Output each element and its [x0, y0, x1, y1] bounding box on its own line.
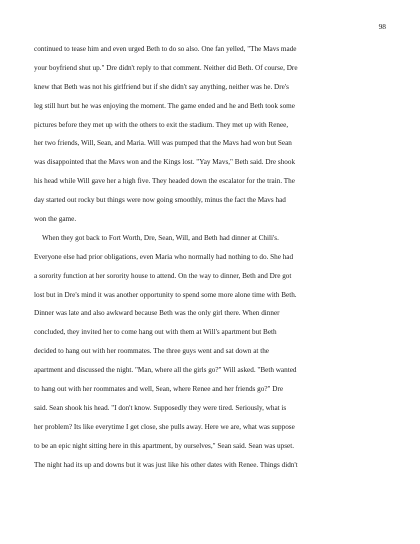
- text-line: to hang out with her roommates and well, Sean, where Renee and her friends go?" Dre: [34, 385, 284, 394]
- text-line: to be an epic night sitting here in this apartment, by ourselves," Sean said. Sean was upset.: [34, 441, 295, 450]
- text-line: apartment and discussed the night. "Man, where all the girls go?" Will asked. "Beth wanted: [34, 366, 297, 375]
- text-line: pictures before they met up with the others to exit the stadium. They met up with Renee,: [34, 120, 289, 129]
- text-line: a sorority function at her sorority house to attend. On the way to dinner, Beth and Dre got: [34, 271, 292, 280]
- text-line: her problem? Its like everytime I get close, she pulls away. Here we are, what was suppose: [34, 422, 295, 431]
- text-line: was disappointed that the Mavs won and the Kings lost. "Yay Mavs," Beth said. Dre shook: [34, 158, 296, 167]
- page-number: 98: [378, 22, 386, 31]
- text-line: your boyfriend shut up." Dre didn't reply to that comment. Neither did Beth. Of course, Dre: [34, 63, 298, 72]
- text-line: Dinner was late and also awkward because Beth was the only girl there. When dinner: [34, 309, 280, 318]
- text-line: day started out rocky but things were now going smoothly, minus the fact the Mavs had: [34, 196, 286, 205]
- text-line: concluded, they invited her to come hang out with them at Will's apartment but Beth: [34, 328, 277, 337]
- text-line: When they got back to Fort Worth, Dre, Sean, Will, and Beth had dinner at Chili's.: [42, 233, 279, 242]
- text-line: decided to hang out with her roommates. The three guys went and sat down at the: [34, 347, 269, 356]
- text-line: his head while Will gave her a high five. They headed down the escalator for the train. The: [34, 177, 295, 186]
- text-line: her two friends, Will, Sean, and Maria. Will was pumped that the Mavs had won but Sean: [34, 139, 292, 148]
- text-line: said. Sean shook his head. "I don't know. Supposedly they were tired. Seriously, what is: [34, 403, 287, 412]
- body-text: [34, 40, 389, 474]
- text-line: won the game.: [34, 215, 77, 224]
- text-line: knew that Beth was not his girlfriend but if she didn't say anything, neither was he. Dre's: [34, 82, 289, 91]
- text-line: The night had its up and downs but it was just like his other dates with Renee. Things didn't: [34, 460, 298, 469]
- text-line: Everyone else had prior obligations, even Maria who normally had nothing to do. She had: [34, 252, 294, 261]
- text-line: lost but in Dre's mind it was another opportunity to spend some more alone time with Beth.: [34, 290, 297, 299]
- text-line: leg still hurt but he was enjoying the moment. The game ended and he and Beth took some: [34, 101, 295, 110]
- text-line: continued to tease him and even urged Beth to do so also. One fan yelled, "The Mavs made: [34, 45, 297, 53]
